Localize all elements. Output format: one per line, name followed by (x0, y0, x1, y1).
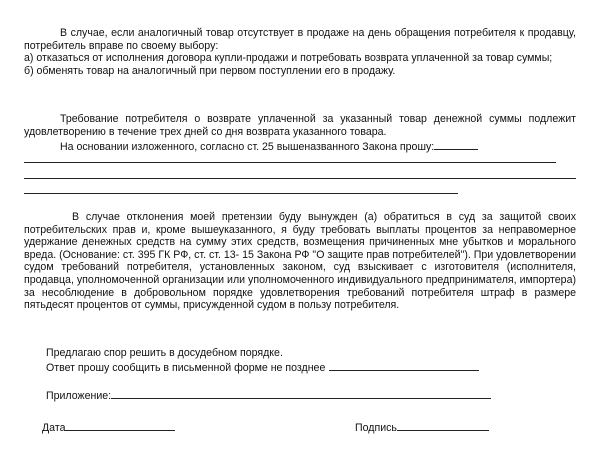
date-blank (65, 420, 175, 431)
attachment-label: Приложение: (46, 390, 112, 402)
request-line-3 (24, 193, 458, 194)
alternative-goods-intro: В случае, если аналогичный товар отсутствует в продаже на день обращения потребителя к продавцу, потребитель вправе по своему выбору: (24, 27, 576, 52)
request-line-2 (24, 178, 576, 179)
option-b-exchange: б) обменять товар на аналогичный при первом поступлении его в продажу. (24, 64, 396, 77)
option-a-refund: а) отказаться от исполнения договора купли-продажи и потребовать возврата уплаченной за товар суммы; (24, 52, 553, 65)
reply-request-row (46, 360, 479, 374)
pretrial-text: Предлагаю спор решить в досудебном порядке. (46, 347, 283, 359)
signature-blank (397, 420, 489, 431)
request-blank (434, 139, 478, 150)
signature-row (355, 420, 489, 434)
court-warning-paragraph: В случае отклонения моей претензии буду вынужден (а) обратиться в суд за защитой своих потребительских прав и, кроме вышеуказанного, я буду требовать выплаты процентов за неправомерное удержание денежных средств на сумму этих средств, возмещения причиненных мне убытков и морального вреда. (Основание: ст. 395 ГК РФ, ст. ст. 13- 15 Закона РФ "О защите прав потребителей"). При удовлетворении судом требований потребителя, установленных законом, суд взыскивает с изготовителя (исполнителя, продавца, уполномоченной организации или уполномоченного индивидуального предпринимателя, импортера) за несоблюдение в добровольном порядке удовлетворения требований потребителя штраф в размере пятьдесят процентов от суммы, присужденной судом в пользу потребителя. (24, 211, 576, 312)
reply-request-label: Ответ прошу сообщить в письменной форме не позднее (46, 362, 326, 374)
request-line-1 (24, 162, 556, 163)
signature-label: Подпись (355, 422, 397, 434)
alternative-goods-section (24, 27, 576, 77)
request-row (60, 139, 478, 153)
date-row (42, 420, 175, 434)
refund-requirement-paragraph: Требование потребителя о возврате уплаченной за указанный товар денежной суммы подлежит удовлетворению в течение трех дней со дня возврата указанного товара. (24, 113, 576, 138)
request-label: На основании изложенного, согласно ст. 25 вышеназванного Закона прошу: (60, 141, 435, 153)
attachment-row (46, 388, 491, 402)
date-label: Дата (42, 422, 66, 434)
reply-deadline-blank (329, 360, 479, 371)
attachment-blank (111, 388, 491, 399)
